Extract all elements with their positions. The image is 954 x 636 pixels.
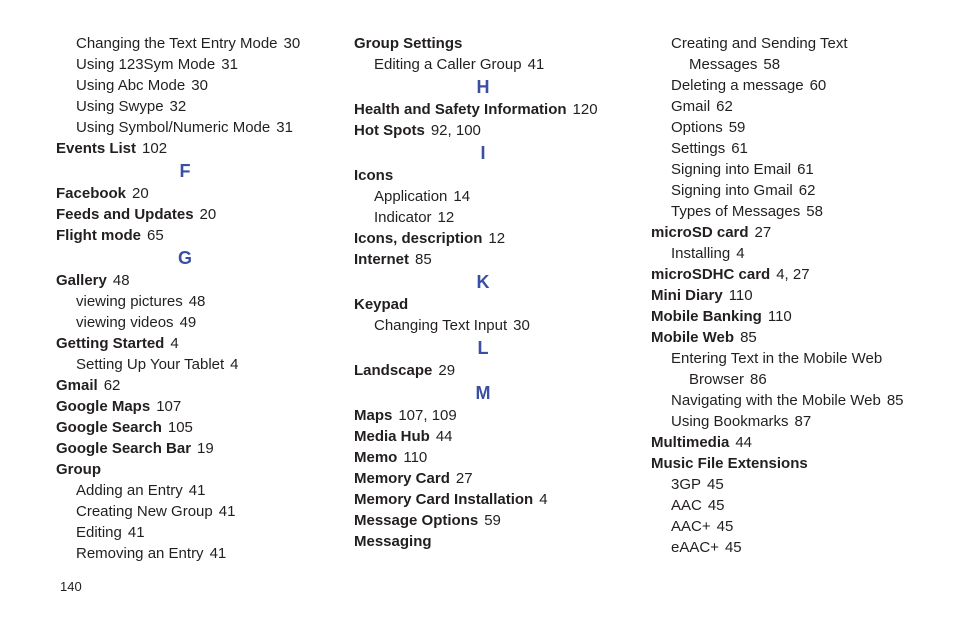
entry-term: Getting Started — [56, 335, 165, 352]
entry-term: Changing Text Input — [374, 317, 508, 334]
entry-term: viewing videos — [76, 314, 174, 331]
entry-term: Landscape — [354, 362, 433, 379]
entry-page-ref: 105 — [167, 419, 193, 436]
index-subentry — [651, 369, 931, 390]
entry-term: Using 123Sym Mode — [76, 56, 216, 73]
entry-page-ref: 48 — [112, 272, 130, 289]
index-entry — [354, 447, 624, 468]
index-subentry — [354, 186, 624, 207]
index-entry — [354, 294, 624, 315]
section-letter-heading: L — [477, 338, 489, 358]
entry-term: Hot Spots — [354, 122, 425, 139]
index-entry — [56, 138, 326, 159]
entry-page-ref: 58 — [806, 203, 823, 220]
index-entry — [651, 264, 931, 285]
entry-page-ref: 62 — [103, 377, 121, 394]
index-subentry — [651, 201, 931, 222]
index-subentry — [56, 33, 326, 54]
entry-page-ref: 41 — [527, 56, 545, 73]
entry-term: AAC — [671, 497, 702, 514]
entry-term: Navigating with the Mobile Web — [671, 392, 881, 409]
index-column-2 — [354, 33, 624, 552]
entry-page-ref: 41 — [209, 545, 227, 562]
entry-page-ref: 4 — [539, 491, 548, 508]
index-entry — [651, 222, 931, 243]
index-entry — [56, 375, 326, 396]
entry-page-ref: 87 — [794, 413, 812, 430]
page-number: 140 — [60, 579, 82, 594]
entry-term: Maps — [354, 407, 393, 424]
index-entry — [56, 270, 326, 291]
index-subentry — [651, 411, 931, 432]
entry-page-ref: 120 — [572, 101, 598, 118]
entry-page-ref: 30 — [283, 35, 301, 52]
entry-page-ref: 41 — [218, 503, 236, 520]
index-entry — [354, 165, 624, 186]
entry-term: Browser — [689, 371, 745, 388]
entry-term: Entering Text in the Mobile Web — [671, 350, 883, 367]
entry-term: Google Search — [56, 419, 162, 436]
entry-page-ref: 62 — [716, 98, 733, 115]
entry-term: eAAC+ — [671, 539, 719, 556]
entry-page-ref: 41 — [127, 524, 145, 541]
entry-page-ref: 86 — [750, 371, 767, 388]
entry-term: Icons — [354, 167, 394, 184]
index-subentry — [56, 54, 326, 75]
entry-page-ref: 19 — [197, 440, 214, 457]
entry-term: Messaging — [354, 533, 432, 550]
entry-page-ref: 30 — [513, 317, 530, 334]
index-column-3 — [651, 33, 931, 558]
index-subentry — [651, 243, 931, 264]
entry-term: AAC+ — [671, 518, 711, 535]
entry-page-ref: 12 — [488, 230, 506, 247]
index-subentry — [651, 54, 931, 75]
index-subentry — [56, 312, 326, 333]
entry-page-ref: 85 — [740, 329, 757, 346]
index-entry — [354, 468, 624, 489]
section-letter-heading: I — [480, 143, 486, 163]
entry-page-ref: 31 — [221, 56, 238, 73]
entry-page-ref: 30 — [191, 77, 208, 94]
entry-term: 3GP — [671, 476, 702, 493]
entry-term: Music File Extensions — [651, 455, 808, 472]
entry-term: Deleting a message — [671, 77, 804, 94]
entry-term: microSD card — [651, 224, 749, 241]
index-entry — [354, 99, 624, 120]
index-subentry — [651, 348, 931, 369]
entry-term: Installing — [671, 245, 731, 262]
index-subentry — [651, 96, 931, 117]
index-subentry — [651, 474, 931, 495]
index-subentry — [56, 75, 326, 96]
entry-page-ref: 61 — [797, 161, 814, 178]
entry-term: Memory Card — [354, 470, 450, 487]
index-subentry — [56, 480, 326, 501]
index-entry — [651, 285, 931, 306]
entry-page-ref: 45 — [716, 518, 734, 535]
index-entry — [56, 225, 326, 246]
index-entry — [56, 204, 326, 225]
entry-term: Internet — [354, 251, 410, 268]
entry-term: Using Bookmarks — [671, 413, 789, 430]
entry-term: Application — [374, 188, 448, 205]
entry-term: Editing a Caller Group — [374, 56, 522, 73]
entry-page-ref: 85 — [415, 251, 432, 268]
entry-page-ref: 29 — [438, 362, 456, 379]
section-letter-heading: H — [476, 77, 490, 97]
index-entry — [354, 33, 624, 54]
entry-term: Multimedia — [651, 434, 730, 451]
entry-term: Gmail — [671, 98, 711, 115]
entry-term: Mini Diary — [651, 287, 723, 304]
section-letter-heading: M — [475, 383, 491, 403]
entry-page-ref: 49 — [179, 314, 197, 331]
entry-page-ref: 107 — [156, 398, 182, 415]
index-subentry — [56, 543, 326, 564]
entry-term: Facebook — [56, 185, 127, 202]
entry-term: Mobile Banking — [651, 308, 762, 325]
index-subentry — [651, 180, 931, 201]
entry-term: Options — [671, 119, 723, 136]
entry-page-ref: 20 — [132, 185, 149, 202]
entry-page-ref: 14 — [453, 188, 471, 205]
entry-term: Memory Card Installation — [354, 491, 534, 508]
index-subentry — [56, 117, 326, 138]
entry-term: Types of Messages — [671, 203, 801, 220]
entry-term: Adding an Entry — [76, 482, 183, 499]
index-entry — [651, 453, 931, 474]
index-entry — [354, 249, 624, 270]
index-subentry — [56, 501, 326, 522]
section-letter-heading: F — [179, 161, 191, 181]
entry-term: Signing into Gmail — [671, 182, 793, 199]
entry-page-ref: 20 — [199, 206, 217, 223]
index-entry — [651, 327, 931, 348]
index-subentry — [56, 96, 326, 117]
index-entry — [651, 432, 931, 453]
entry-term: Google Search Bar — [56, 440, 192, 457]
entry-page-ref: 41 — [188, 482, 206, 499]
index-entry — [354, 510, 624, 531]
index-entry — [354, 360, 624, 381]
entry-term: Settings — [671, 140, 726, 157]
index-entry — [56, 333, 326, 354]
entry-page-ref: 44 — [435, 428, 453, 445]
entry-term: Using Symbol/Numeric Mode — [76, 119, 271, 136]
entry-page-ref: 27 — [754, 224, 772, 241]
entry-term: Media Hub — [354, 428, 430, 445]
entry-page-ref: 59 — [728, 119, 746, 136]
entry-term: viewing pictures — [76, 293, 183, 310]
entry-page-ref: 92, 100 — [430, 122, 481, 139]
entry-term: Using Swype — [76, 98, 164, 115]
entry-term: Feeds and Updates — [56, 206, 194, 223]
entry-page-ref: 65 — [147, 227, 164, 244]
index-column-1 — [56, 33, 326, 564]
entry-page-ref: 45 — [707, 497, 725, 514]
entry-page-ref: 48 — [188, 293, 206, 310]
index-subentry — [651, 516, 931, 537]
index-subentry — [354, 315, 624, 336]
index-subentry — [651, 159, 931, 180]
index-subentry — [651, 537, 931, 558]
entry-term: Changing the Text Entry Mode — [76, 35, 278, 52]
entry-page-ref: 45 — [724, 539, 742, 556]
entry-page-ref: 62 — [798, 182, 816, 199]
entry-term: Using Abc Mode — [76, 77, 186, 94]
entry-page-ref: 61 — [731, 140, 748, 157]
entry-term: microSDHC card — [651, 266, 771, 283]
entry-page-ref: 58 — [763, 56, 781, 73]
entry-term: Memo — [354, 449, 398, 466]
entry-page-ref: 4 — [230, 356, 239, 373]
entry-term: Removing an Entry — [76, 545, 204, 562]
entry-term: Signing into Email — [671, 161, 792, 178]
index-subentry — [651, 75, 931, 96]
index-subentry — [651, 390, 931, 411]
entry-page-ref: 32 — [169, 98, 187, 115]
entry-page-ref: 85 — [886, 392, 904, 409]
entry-page-ref: 102 — [142, 140, 168, 157]
index-entry — [354, 228, 624, 249]
entry-term: Messages — [689, 56, 758, 73]
entry-term: Message Options — [354, 512, 479, 529]
entry-term: Google Maps — [56, 398, 151, 415]
index-entry — [56, 459, 326, 480]
section-letter-heading: G — [177, 248, 192, 268]
entry-term: Keypad — [354, 296, 409, 313]
entry-page-ref: 60 — [809, 77, 827, 94]
entry-term: Group Settings — [354, 35, 463, 52]
entry-term: Icons, description — [354, 230, 483, 247]
index-entry — [354, 531, 624, 552]
entry-term: Events List — [56, 140, 137, 157]
index-subentry — [651, 138, 931, 159]
entry-page-ref: 110 — [767, 308, 792, 325]
index-entry — [56, 417, 326, 438]
entry-term: Mobile Web — [651, 329, 735, 346]
entry-term: Setting Up Your Tablet — [76, 356, 225, 373]
entry-page-ref: 4, 27 — [776, 266, 810, 283]
index-subentry — [56, 354, 326, 375]
entry-page-ref: 59 — [484, 512, 501, 529]
index-entry — [354, 426, 624, 447]
entry-term: Creating New Group — [76, 503, 213, 520]
entry-page-ref: 4 — [736, 245, 745, 262]
entry-page-ref: 107, 109 — [398, 407, 457, 424]
index-entry — [56, 438, 326, 459]
entry-term: Flight mode — [56, 227, 141, 244]
entry-page-ref: 44 — [735, 434, 753, 451]
entry-page-ref: 110 — [728, 287, 753, 304]
entry-page-ref: 12 — [437, 209, 455, 226]
entry-term: Gmail — [56, 377, 98, 394]
entry-page-ref: 4 — [170, 335, 179, 352]
index-entry — [651, 306, 931, 327]
entry-term: Health and Safety Information — [354, 101, 567, 118]
entry-term: Indicator — [374, 209, 432, 226]
index-entry — [354, 120, 624, 141]
entry-term: Creating and Sending Text — [671, 35, 848, 52]
entry-page-ref: 110 — [403, 449, 428, 466]
index-entry — [354, 489, 624, 510]
index-subentry — [56, 291, 326, 312]
entry-term: Group — [56, 461, 101, 478]
index-subentry — [56, 522, 326, 543]
index-entry — [56, 396, 326, 417]
section-letter-heading: K — [476, 272, 490, 292]
index-subentry — [354, 207, 624, 228]
index-entry — [354, 405, 624, 426]
entry-page-ref: 45 — [707, 476, 724, 493]
index-subentry — [354, 54, 624, 75]
index-entry — [56, 183, 326, 204]
index-subentry — [651, 495, 931, 516]
index-subentry — [651, 33, 931, 54]
entry-page-ref: 31 — [276, 119, 293, 136]
entry-term: Editing — [76, 524, 122, 541]
entry-term: Gallery — [56, 272, 107, 289]
index-subentry — [651, 117, 931, 138]
entry-page-ref: 27 — [455, 470, 473, 487]
